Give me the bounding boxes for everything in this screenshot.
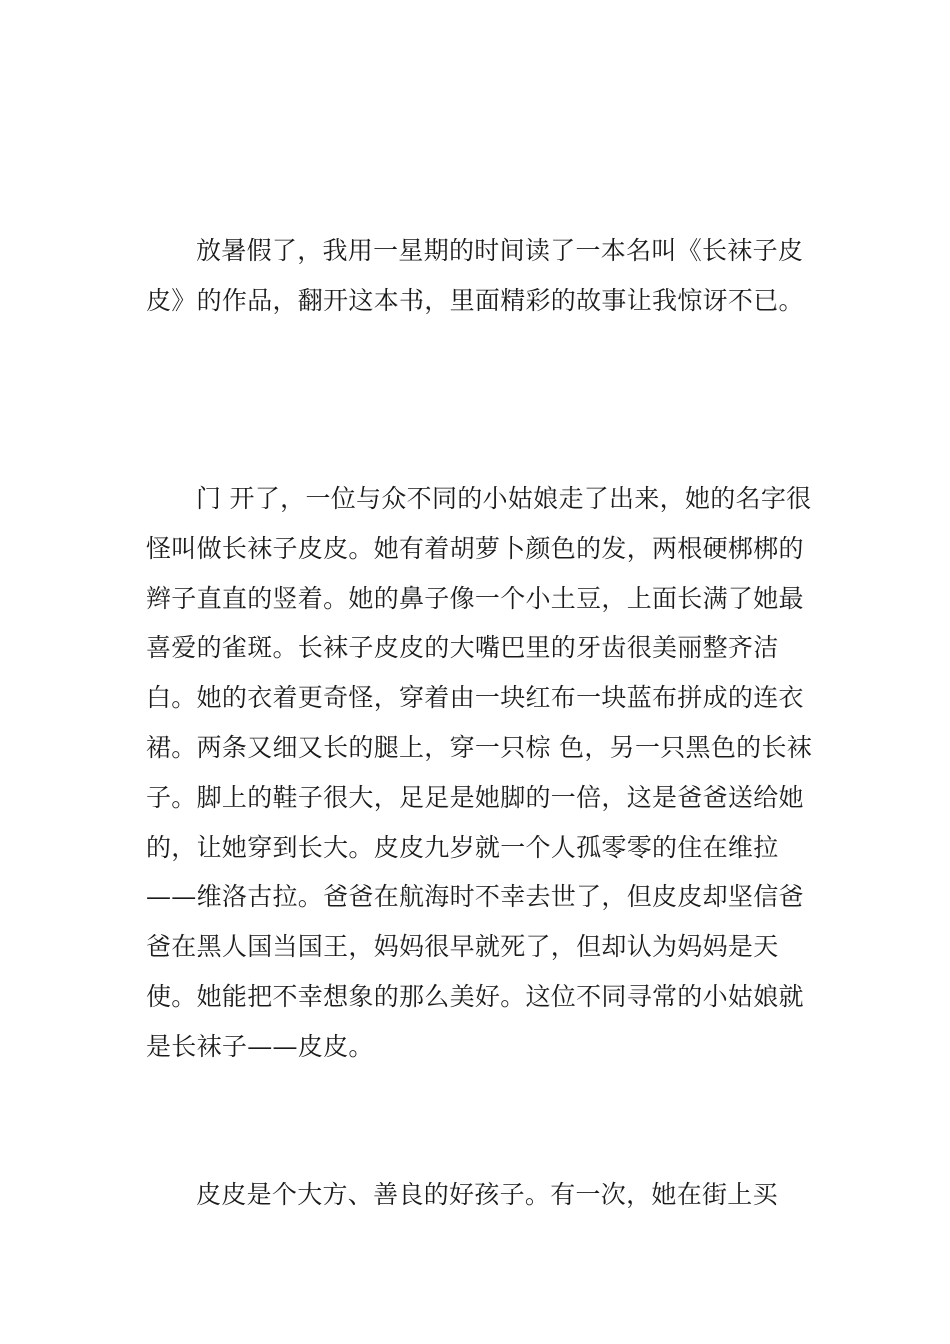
paragraph-kindness: 皮皮是个大方、善良的好孩子。有一次，她在街上买 (196, 1180, 778, 1209)
paragraph-description: 门 开了，一位与众不同的小姑娘走了出来，她的名字很怪叫做长袜子皮皮。她有着胡萝卜颜色的发，两根硬梆梆的辫子直直的竖着。她的鼻子像一个小土豆，上面长满了她最喜爱的雀斑。长袜子皮皮的大嘴巴里的牙齿很美丽整齐洁白。她的衣着更奇怪，穿着由一块红布一块蓝布拼成的连衣裙。两条又细又长的腿上，穿一只棕 色，另一只黑色的长袜子。脚上的鞋子很大，足足是她脚的一倍，这是爸爸送给她的，让她穿到长大。皮皮九岁就一个人孤零零的住在维拉——维洛古拉。爸爸在航海时不幸去世了，但皮皮却坚信爸爸在黑人国当国王，妈妈很早就死了，但却认为妈妈是天使。她能把不幸想象的那么美好。这位不同寻常的小姑娘就是长袜子——皮皮。 (146, 484, 813, 1061)
paragraph-intro: 放暑假了，我用一星期的时间读了一本名叫《长袜子皮皮》的作品，翻开这本书，里面精彩的故事让我惊讶不已。 (146, 236, 804, 315)
